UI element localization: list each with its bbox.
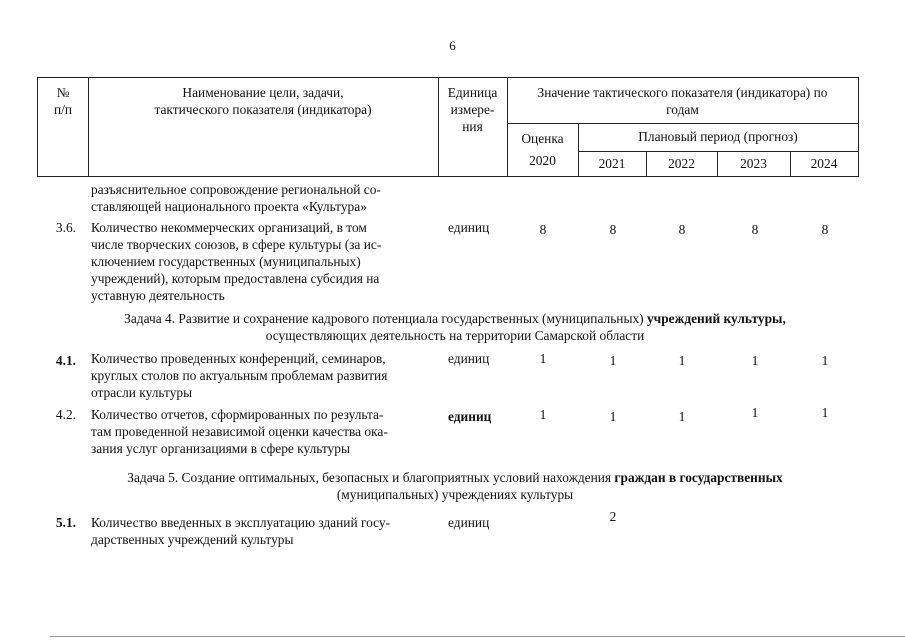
task-text: Задача 5. Создание оптимальных, безопасных и благоприятных условий нахождения — [127, 470, 615, 485]
value-2021: 1 — [609, 409, 617, 424]
header-col-values: Значение тактического показателя (индикатора) по годам — [537, 85, 828, 117]
row-number: 5.1. — [55, 515, 76, 530]
header-year: 2022 — [668, 156, 695, 171]
task-heading — [60, 469, 850, 503]
indicator-name: Количество некоммерческих организаций, в том числе творческих союзов, в сфере культуры (за ис- ключением государственных (муниципальных) учреждений), которым предоставлена субсидия на уставную деятельность — [91, 220, 382, 303]
value-2024: 1 — [821, 353, 829, 368]
table-header — [37, 77, 859, 177]
header-col-name: Наименование цели, задачи, тактического показателя (индикатора) — [154, 85, 372, 117]
value-2024: 1 — [821, 405, 829, 420]
header-year: 2023 — [740, 156, 767, 171]
value-2020: 1 — [539, 407, 547, 422]
value-2021: 2 — [609, 509, 617, 524]
unit: единиц — [448, 220, 490, 235]
unit: единиц — [448, 409, 492, 424]
value-2020: 8 — [539, 222, 547, 237]
value-2021: 8 — [609, 222, 617, 237]
header-year: 2021 — [598, 156, 626, 171]
task-text-line2: (муниципальных) учреждениях культуры — [336, 487, 574, 502]
value-2021: 1 — [609, 353, 617, 368]
header-col-number: № п/п — [53, 85, 73, 117]
task-heading — [60, 310, 850, 344]
value-2023: 8 — [751, 222, 759, 237]
value-2022: 8 — [678, 222, 686, 237]
indicator-name: Количество отчетов, сформированных по результа- там проведенной независимой оценки качества ока- зания услуг организациями в сфере культуры — [91, 407, 388, 456]
value-2022: 1 — [678, 353, 686, 368]
scan-edge — [50, 636, 905, 637]
value-2023: 1 — [751, 405, 759, 420]
continuation-text: разъяснительное сопровождение региональной со- ставляющей национального проекта «Культура» — [91, 182, 381, 214]
page-number: 6 — [449, 38, 456, 53]
task-text-bold: граждан в государственных — [614, 470, 783, 485]
unit: единиц — [448, 351, 490, 366]
header-col-plan: Плановый период (прогноз) — [638, 129, 798, 144]
indicator-name: Количество проведенных конференций, семинаров, круглых столов по актуальным проблемам развития отрасли культуры — [91, 351, 388, 400]
task-text-line2: осуществляющих деятельность на территории Самарской области — [265, 328, 645, 343]
value-2022: 1 — [678, 409, 686, 424]
value-2023: 1 — [751, 353, 759, 368]
header-col-unit: Единица измере- ния — [447, 85, 498, 134]
row-number: 3.6. — [55, 220, 76, 235]
header-year: 2024 — [810, 156, 838, 171]
row-number: 4.1. — [55, 353, 76, 368]
indicator-name: Количество введенных в эксплуатацию зданий госу- дарственных учреждений культуры — [91, 515, 391, 547]
task-text-bold: учреждений культуры, — [646, 311, 786, 326]
header-col-estimate: Оценка 2020 — [521, 131, 564, 168]
row-number: 4.2. — [55, 407, 76, 422]
divider — [578, 151, 858, 152]
divider — [507, 123, 858, 124]
unit: единиц — [448, 515, 490, 530]
task-text: Задача 4. Развитие и сохранение кадрового потенциала государственных (муниципальных) — [124, 311, 647, 326]
value-2020: 1 — [539, 351, 547, 366]
value-2024: 8 — [821, 222, 829, 237]
